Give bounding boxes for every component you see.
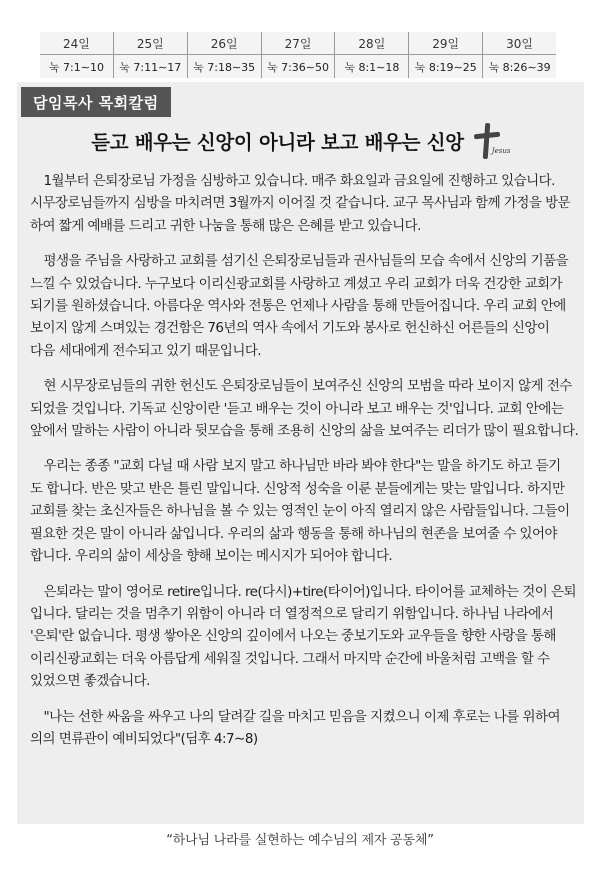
reading-passage: 눅 7:11∼17 bbox=[119, 60, 182, 74]
column-title: 듣고 배우는 신앙이 아니라 보고 배우는 신앙 bbox=[91, 131, 464, 154]
column-paragraph: 평생을 주님을 사랑하고 교회를 섬기신 은퇴장로님들과 권사님들의 모습 속에서 신앙의 기품을 느낄 수 있었습니다. 누구보다 이리신광교회를 사랑하고 계셨고 우리 교회가 더욱 건강한 교회가 되기를 원하셨습니다. 아름다운 역사와 전통은 언제나 사람을 통해 만들어집니다. 우리 교회 안에 보이지 않게 스며있는 경건함은 76년의 역사 속에서 기도와 봉사로 헌신하신 어른들의 신앙이 다음 세대에게 전수되고 있기 때문입니다. bbox=[30, 253, 569, 359]
reading-day-label: 24일 bbox=[40, 32, 113, 55]
column-paragraph: 현 시무장로님들의 귀한 헌신도 은퇴장로님들이 보여주신 신앙의 모범을 따라 보이지 않게 전수 되었을 것입니다. 기독교 신앙이란 '듣고 배우는 것이 아니라 보고 배우는 것'입니다. 교회 안에는 앞에서 말하는 사람이 아니라 뒷모습을 통해 조용히 신앙의 삶을 보여주는 리더가 많이 필요합니다. bbox=[30, 378, 579, 440]
reading-passage: 눅 7:1∼10 bbox=[48, 60, 104, 74]
reading-day-label: 28일 bbox=[335, 32, 408, 55]
reading-day-column bbox=[334, 32, 408, 78]
reading-day-column bbox=[187, 32, 261, 78]
reading-day-label: 29일 bbox=[409, 32, 482, 55]
column-section-tag: 담임목사 목회칼럼 bbox=[21, 87, 171, 117]
reading-passage: 눅 8:1∼18 bbox=[344, 60, 400, 74]
cross-emblem-text: Jesus bbox=[491, 147, 511, 155]
column-title-row bbox=[17, 117, 584, 165]
column-paragraph: 우리는 종종 "교회 다닐 때 사람 보지 말고 하나님만 바라 봐야 한다"는 말을 하기도 하고 듣기 도 합니다. 반은 맞고 반은 틀린 말입니다. 신앙적 성숙을 이룬 분들에게는 맞는 말입니다. 하지만 교회를 찾는 초신자들은 하나님을 볼 수 있는 영적인 눈이 아직 열리지 않은 사람들입니다. 그들이 필요한 것은 말이 아니라 삶입니다. 우리의 삶과 행동을 통해 하나님의 현존을 보여줄 수 있어야 합니다. 우리의 삶이 세상을 향해 보이는 메시지가 되어야 합니다. bbox=[30, 458, 570, 565]
reading-passage: 눅 8:26∼39 bbox=[488, 60, 551, 74]
reading-day-label: 30일 bbox=[483, 32, 556, 55]
church-motto: “하나님 나라를 실현하는 예수님의 제자 공동체” bbox=[166, 833, 434, 848]
reading-passage: 눅 7:36∼50 bbox=[266, 60, 330, 74]
column-paragraph: "나는 선한 싸움을 싸우고 나의 달려갈 길을 마치고 믿음을 지켰으니 이제 후로는 나를 위하여 의의 면류관이 예비되었다"(딤후 4:7∼8) bbox=[30, 708, 560, 747]
reading-passage: 눅 8:19∼25 bbox=[414, 60, 477, 74]
column-body bbox=[30, 170, 585, 763]
reading-day-column bbox=[482, 32, 556, 78]
reading-day-column bbox=[408, 32, 482, 78]
reading-day-column bbox=[113, 32, 187, 78]
reading-day-label: 26일 bbox=[188, 32, 261, 55]
reading-day-column bbox=[40, 32, 113, 78]
cross-icon bbox=[470, 121, 510, 161]
reading-day-column bbox=[261, 32, 335, 78]
column-paragraph: 은퇴라는 말이 영어로 retire입니다. re(다시)+tire(타이어)입니다. 타이어를 교체하는 것이 은퇴 입니다. 달리는 것을 멈추기 위함이 아니라 더 열정적으로 달리기 위함입니다. 하나님 나라에서 '은퇴'란 없습니다. 평생 쌓아온 신앙의 깊이에서 나오는 중보기도와 교우들을 향한 사랑을 통해 이리신광교회는 더욱 아름답게 세워질 것입니다. 그래서 마지막 순간에 바울처럼 고백을 할 수 있었으면 좋겠습니다. bbox=[30, 583, 576, 690]
reading-day-label: 25일 bbox=[114, 32, 187, 55]
column-paragraph: 1월부터 은퇴장로님 가정을 심방하고 있습니다. 매주 화요일과 금요일에 진행하고 있습니다. 시무장로님들까지 심방을 마치려면 3월까지 이어질 것 같습니다. 교구 목사님과 함께 가정을 방문 하여 짧게 예배를 드리고 귀한 나눔을 통해 많은 은혜를 받고 있습니다. bbox=[30, 173, 571, 234]
reading-day-label: 27일 bbox=[262, 32, 335, 55]
reading-passage: 눅 7:18∼35 bbox=[193, 60, 256, 74]
bible-reading-schedule bbox=[40, 32, 556, 78]
